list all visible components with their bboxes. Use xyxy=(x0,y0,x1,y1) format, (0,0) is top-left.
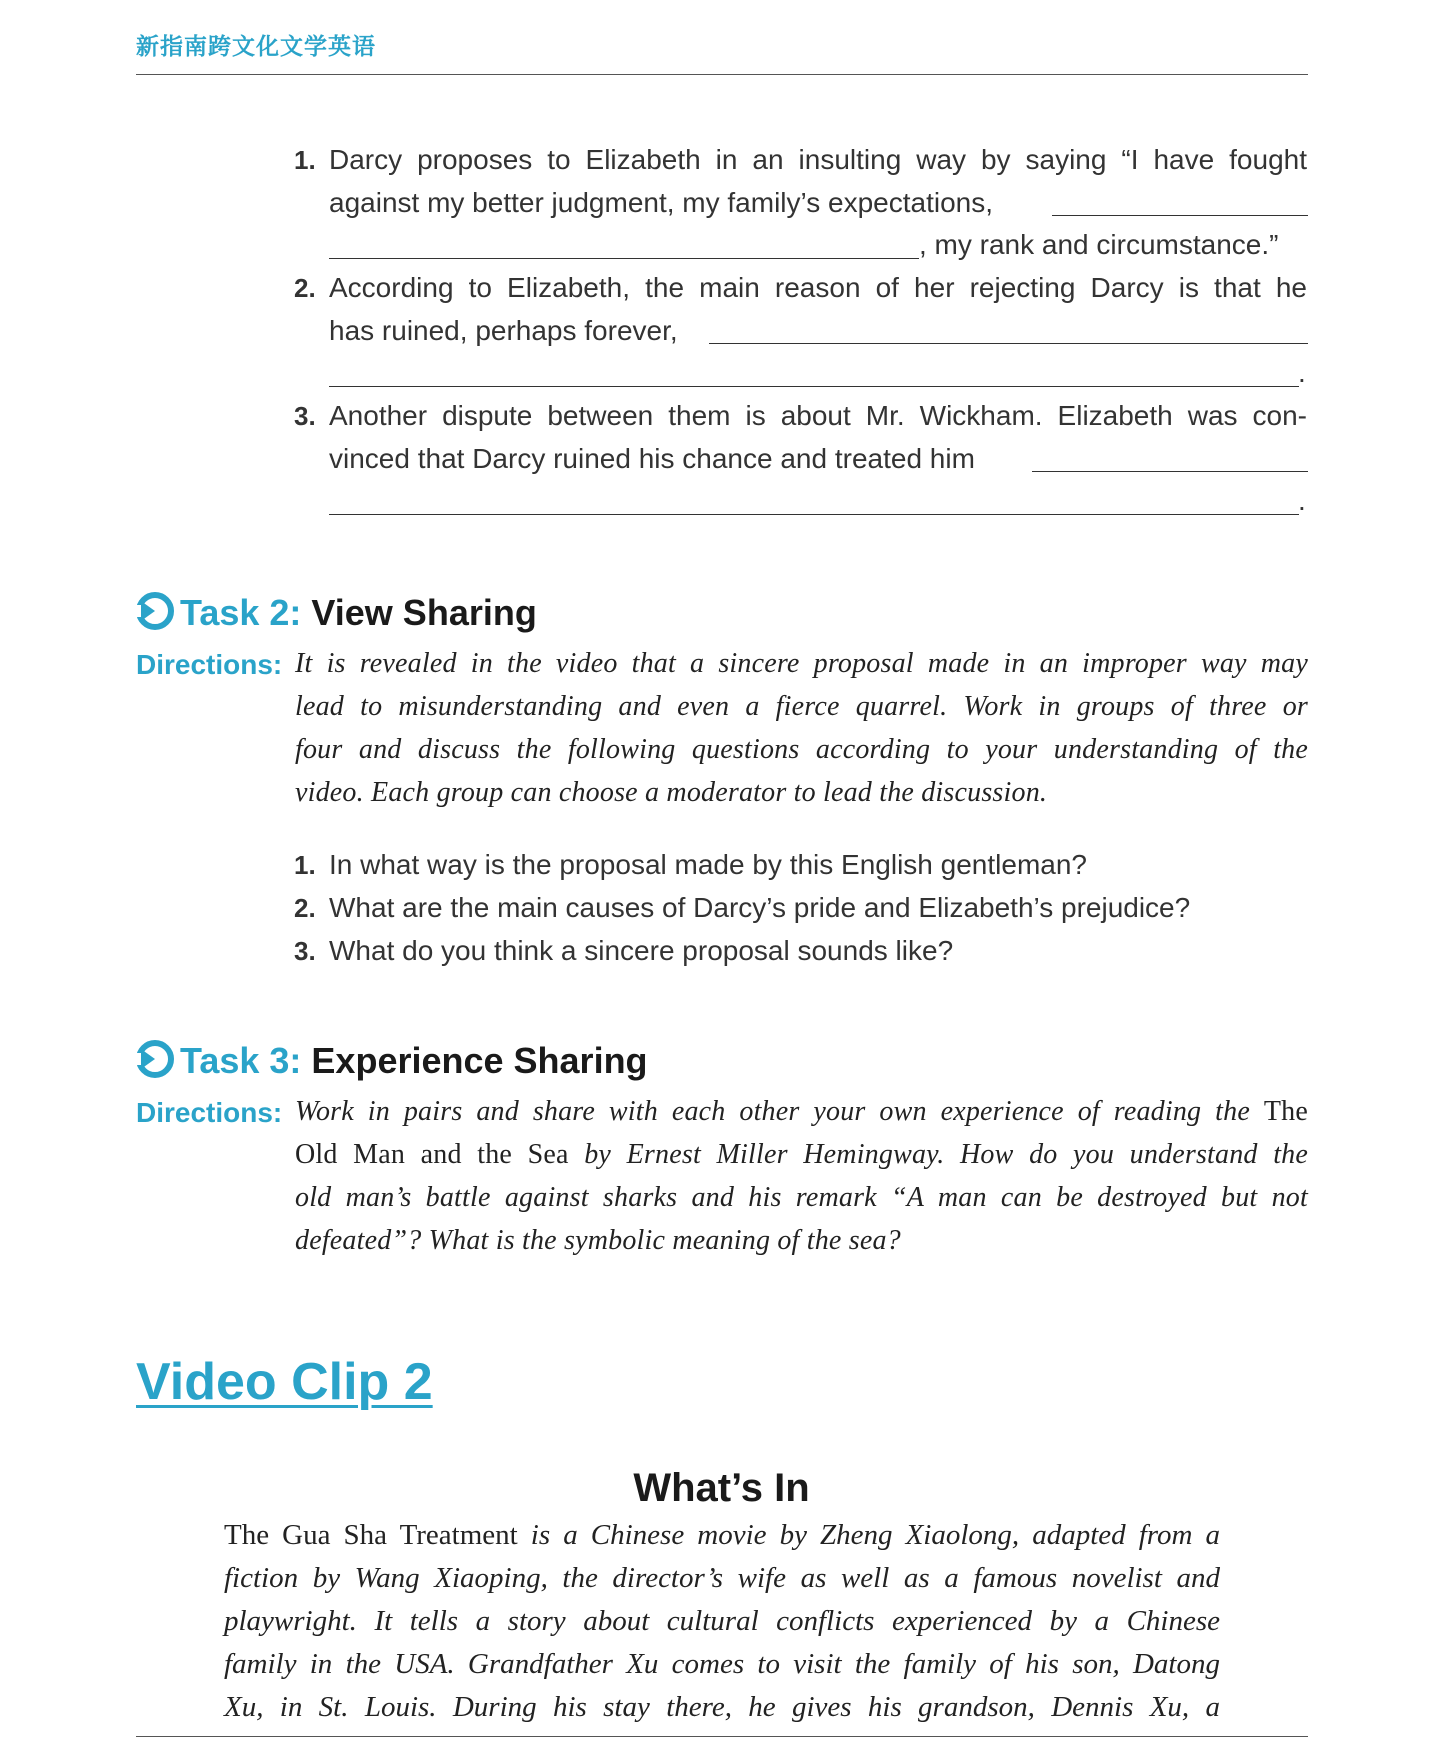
question-number: 2. xyxy=(294,893,316,923)
task-2-heading xyxy=(136,592,537,639)
question-number: 3. xyxy=(294,936,316,966)
directions-label: Directions: xyxy=(136,1097,283,1128)
arrow-circle-icon xyxy=(136,1040,174,1087)
footer-rule xyxy=(136,1736,1308,1737)
question-text: . xyxy=(1298,485,1306,516)
directions-text: four and discuss the following questions according to your understanding of the xyxy=(295,734,1308,765)
task-3-heading xyxy=(136,1040,648,1087)
question-number: 3. xyxy=(294,401,316,431)
task-label: Task 3: xyxy=(180,1040,302,1082)
paragraph-line: family in the USA. Grandfather Xu comes to visit the family of his son, Datong xyxy=(224,1648,1220,1680)
subsection-heading: What’s In xyxy=(633,1466,810,1510)
answer-blank[interactable] xyxy=(1032,471,1308,472)
directions-label: Directions: xyxy=(136,649,283,680)
task-label: Task 2: xyxy=(180,592,302,634)
question-text: has ruined, perhaps forever, xyxy=(329,315,678,346)
paragraph-line: Xu, in St. Louis. During his stay there, he gives his grandson, Dennis Xu, a xyxy=(224,1691,1220,1723)
answer-blank[interactable] xyxy=(329,386,1299,387)
directions-text: old man’s battle against sharks and his remark “A man can be destroyed but not xyxy=(295,1182,1308,1213)
paragraph-line: fiction by Wang Xiaoping, the director’s wife as well as a famous novelist and xyxy=(224,1562,1220,1594)
directions-text xyxy=(295,1096,1308,1128)
paragraph-line: playwright. It tells a story about cultural conflicts experienced by a Chinese xyxy=(224,1605,1220,1637)
directions-text: It is revealed in the video that a sincere proposal made in an improper way may xyxy=(295,648,1308,679)
question-number: 1. xyxy=(294,850,316,880)
question-text: , my rank and circumstance.” xyxy=(919,229,1279,260)
directions-segment: by Ernest Miller Hemingway. How do you understand the xyxy=(568,1139,1309,1170)
answer-blank[interactable] xyxy=(1052,215,1308,216)
question-text: Another dispute between them is about Mr. Wickham. Elizabeth was con- xyxy=(329,400,1307,431)
answer-blank[interactable] xyxy=(329,258,919,259)
question-text: According to Elizabeth, the main reason of her rejecting Darcy is that he xyxy=(329,272,1307,303)
paragraph-line xyxy=(224,1519,1220,1552)
question-text: What do you think a sincere proposal sounds like? xyxy=(329,935,954,966)
directions-text: defeated”? What is the symbolic meaning of the sea? xyxy=(295,1225,901,1256)
question-text: In what way is the proposal made by this English gentleman? xyxy=(329,849,1087,880)
question-number: 2. xyxy=(294,273,316,303)
arrow-circle-icon xyxy=(136,592,174,639)
question-text: Darcy proposes to Elizabeth in an insulting way by saying “I have fought xyxy=(329,144,1307,175)
question-text: . xyxy=(1298,357,1306,388)
directions-text xyxy=(295,1139,1308,1171)
question-text: What are the main causes of Darcy’s pride and Elizabeth’s prejudice? xyxy=(329,892,1191,923)
header-rule xyxy=(136,74,1308,75)
task-title: View Sharing xyxy=(311,592,537,634)
answer-blank[interactable] xyxy=(709,343,1308,344)
book-title-segment: The xyxy=(1263,1096,1308,1127)
movie-title: The Gua Sha Treatment xyxy=(224,1519,518,1551)
answer-blank[interactable] xyxy=(329,514,1299,515)
book-title-segment: Old Man and the Sea xyxy=(295,1139,569,1170)
directions-text: video. Each group can choose a moderator to lead the discussion. xyxy=(295,777,1048,808)
paragraph-segment: is a Chinese movie by Zheng Xiaolong, adapted from a xyxy=(517,1519,1220,1551)
task-title: Experience Sharing xyxy=(311,1040,648,1082)
question-number: 1. xyxy=(294,145,316,175)
section-title: Video Clip 2 xyxy=(136,1353,433,1411)
question-text: against my better judgment, my family’s expectations, xyxy=(329,187,994,218)
directions-segment: Work in pairs and share with each other your own experience of reading the xyxy=(295,1096,1264,1127)
book-title: 新指南跨文化文学英语 xyxy=(136,33,376,59)
directions-text: lead to misunderstanding and even a fierce quarrel. Work in groups of three or xyxy=(295,691,1308,722)
question-text: vinced that Darcy ruined his chance and treated him xyxy=(329,443,975,474)
